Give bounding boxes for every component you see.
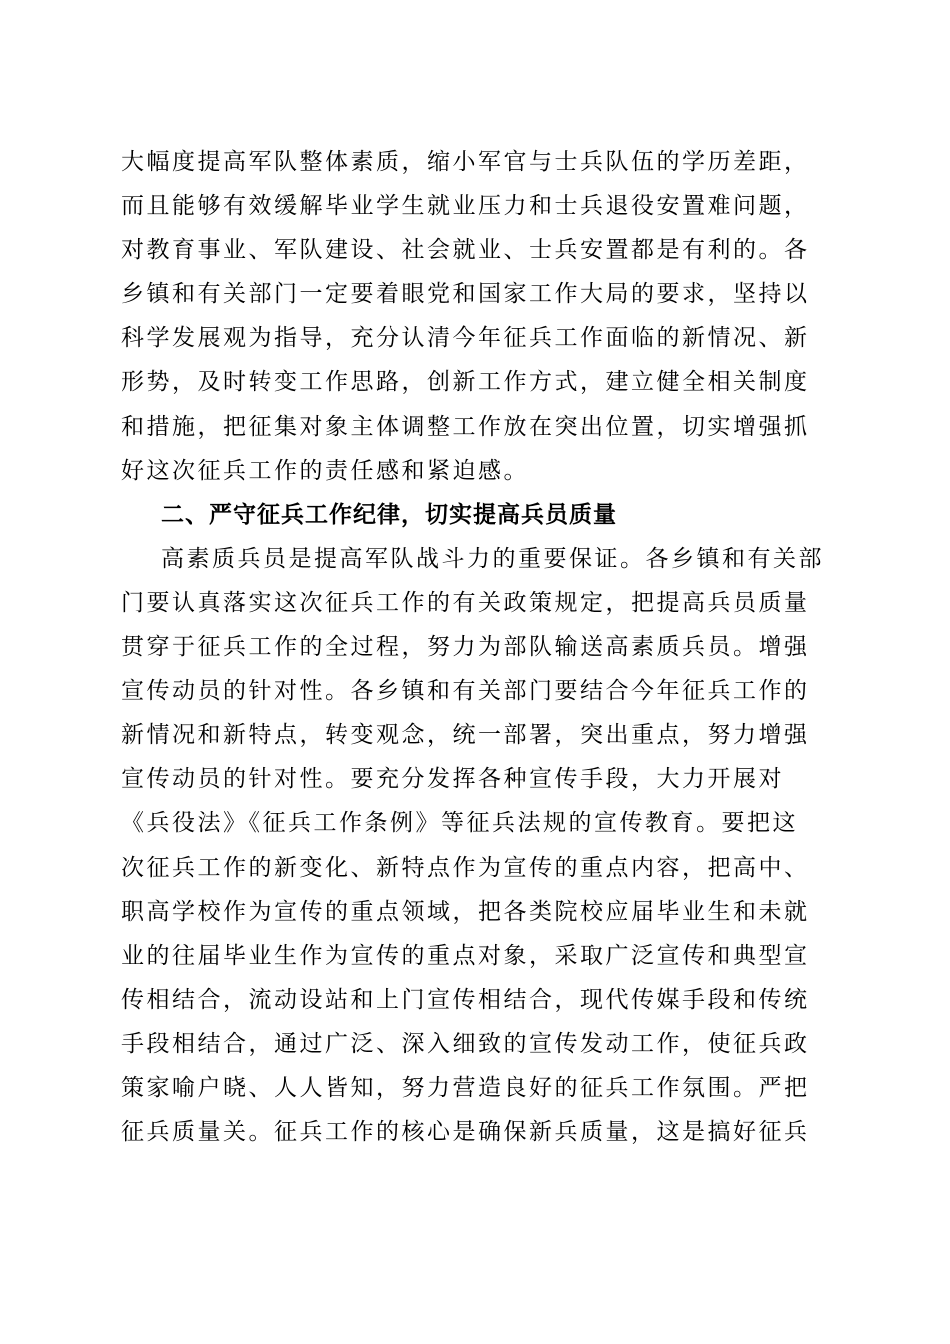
paragraph-first-line: 高素质兵员是提高军队战斗力的重要保证。各乡镇和有关部 (161, 545, 824, 572)
text-line: 乡镇和有关部门一定要着眼党和国家工作大局的要求，坚持以 (121, 281, 810, 308)
text-line: 次征兵工作的新变化、新特点作为宣传的重点内容，把高中、 (121, 854, 810, 881)
section-heading: 二、严守征兵工作纪律，切实提高兵员质量 (161, 501, 617, 528)
text-line: 宣传动员的针对性。各乡镇和有关部门要结合今年征兵工作的 (121, 678, 810, 705)
text-line: 对教育事业、军队建设、社会就业、士兵安置都是有利的。各 (121, 237, 810, 264)
text-line: 手段相结合，通过广泛、深入细致的宣传发动工作，使征兵政 (121, 1030, 810, 1057)
text-line: 策家喻户晓、人人皆知，努力营造良好的征兵工作氛围。严把 (121, 1074, 810, 1101)
text-line: 好这次征兵工作的责任感和紧迫感。 (121, 457, 529, 484)
text-line: 和措施，把征集对象主体调整工作放在突出位置，切实增强抓 (121, 413, 810, 440)
text-line: 宣传动员的针对性。要充分发挥各种宣传手段，大力开展对 (121, 766, 784, 793)
text-line: 征兵质量关。征兵工作的核心是确保新兵质量，这是搞好征兵 (121, 1119, 810, 1146)
text-line: 贯穿于征兵工作的全过程，努力为部队输送高素质兵员。增强 (121, 634, 810, 661)
text-line: 大幅度提高军队整体素质，缩小军官与士兵队伍的学历差距， (121, 149, 810, 175)
text-line: 新情况和新特点，转变观念，统一部署，突出重点，努力增强 (121, 722, 810, 749)
text-line: 业的往届毕业生作为宣传的重点对象，采取广泛宣传和典型宣 (121, 942, 810, 969)
text-line: 形势，及时转变工作思路，创新工作方式，建立健全相关制度 (121, 369, 810, 396)
text-line: 传相结合，流动设站和上门宣传相结合，现代传媒手段和传统 (121, 986, 810, 1013)
document-body (121, 140, 833, 1154)
text-line: 职高学校作为宣传的重点领域，把各类院校应届毕业生和未就 (121, 898, 810, 925)
text-line: 《兵役法》《征兵工作条例》等征兵法规的宣传教育。要把这 (121, 810, 798, 837)
text-line: 科学发展观为指导，充分认清今年征兵工作面临的新情况、新 (121, 325, 810, 352)
text-line: 门要认真落实这次征兵工作的有关政策规定，把提高兵员质量 (121, 589, 810, 616)
text-line: 而且能够有效缓解毕业学生就业压力和士兵退役安置难问题， (121, 193, 810, 220)
